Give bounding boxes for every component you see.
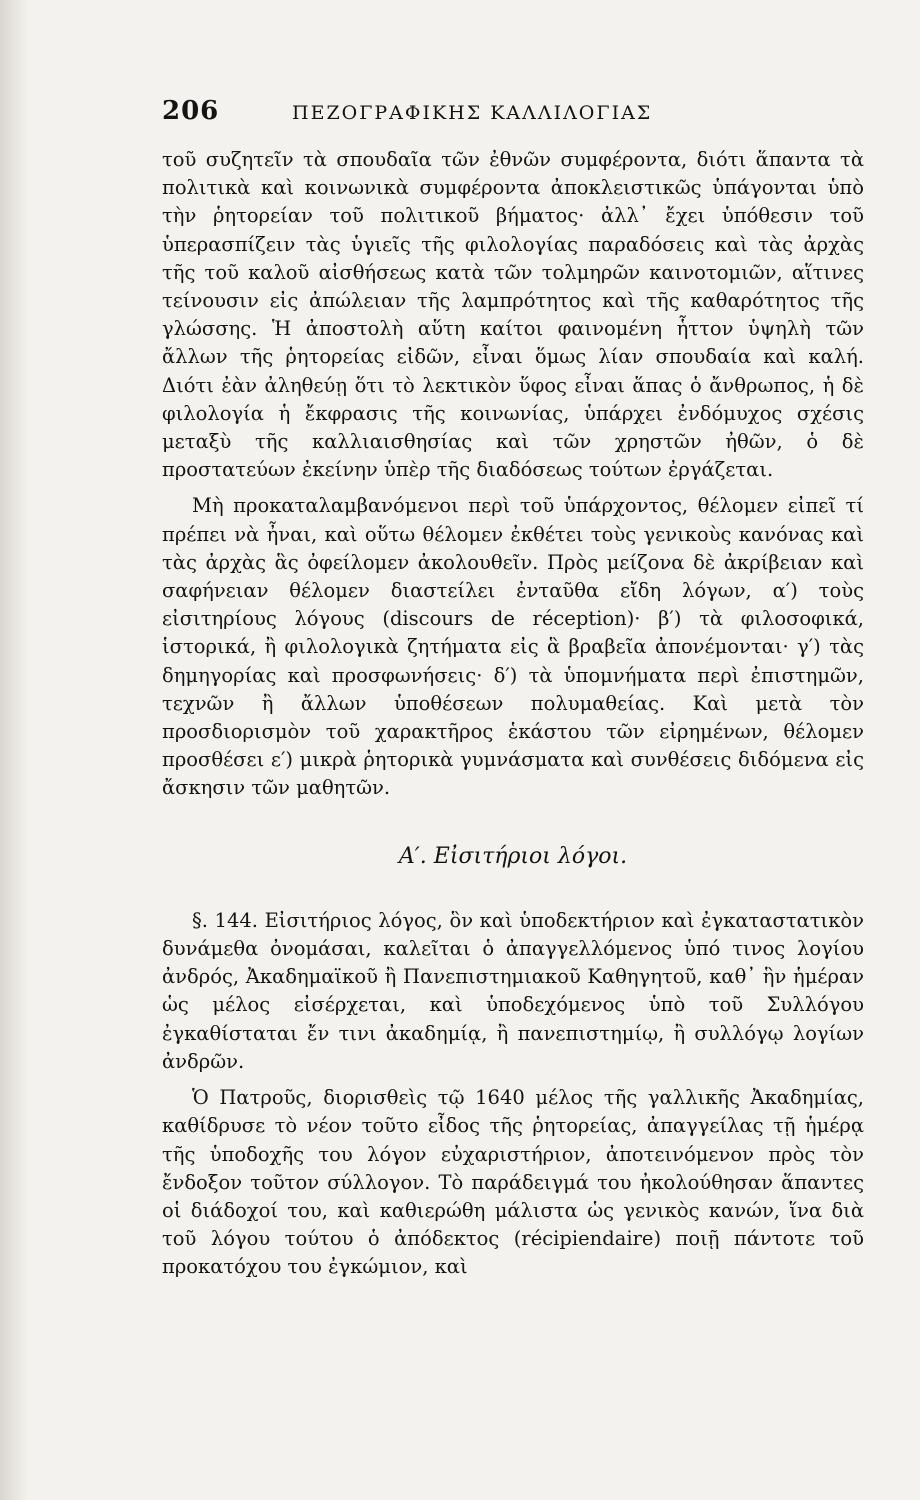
paragraph-4: Ὁ Πατροῦς, διορισθεὶς τῷ 1640 μέλος τῆς γαλλικῆς Ἀκαδημίας, καθίδρυσε τὸ νέον τοῦτο εἶδος τῆς ῥητορείας, ἀπαγγείλας τῇ ἡμέρᾳ τῆς ὑποδοχῆς του λόγον εὐχαριστήριον, ἀποτεινόμενον πρὸς τὸν ἔνδοξον τοῦτον σύλλογον. Τὸ παράδειγμά του ἠκολούθησαν ἅπαντες οἱ διάδοχοί του, καὶ καθιερώθη μάλιστα ὡς γενικὸς κανών, ἵνα διὰ τοῦ λόγου τούτου ὁ ἀπόδεκτος (récipiendaire) ποιῇ πάντοτε τοῦ προκατόχου του ἐγκώμιον, καὶ	[162, 1086, 864, 1279]
gutter-shadow	[0, 0, 28, 1500]
running-head	[162, 96, 864, 126]
section-heading: Α′. Εἰσιτήριοι λόγοι.	[398, 843, 628, 869]
body-text	[162, 146, 864, 1282]
paragraph-3: §. 144. Εἰσιτήριος λόγος, ὃν καὶ ὑποδεκτήριον καὶ ἐγκαταστατικὸν δυνάμεθα ὀνομάσαι, καλεῖται ὁ ἀπαγγελλόμενος ὑπό τινος λογίου ἀνδρός, Ἀκαδημαϊκοῦ ἢ Πανεπιστημιακοῦ Καθηγητοῦ, καθ᾽ ἣν ἡμέραν ὡς μέλος εἰσέρχεται, καὶ ὑποδεχόμενος ὑπὸ τοῦ Συλλόγου ἐγκαθίσταται ἔν τινι ἀκαδημίᾳ, ἢ πανεπιστημίῳ, ἢ συλλόγῳ λογίων ἀνδρῶν.	[162, 908, 864, 1073]
paragraph-1: τοῦ συζητεῖν τὰ σπουδαῖα τῶν ἐθνῶν συμφέροντα, διότι ἅπαντα τὰ πολιτικὰ καὶ κοινωνικὰ συμφέροντα ἀποκλειστικῶς ὑπάγονται ὑπὸ τὴν ῥητορείαν τοῦ πολιτικοῦ βήματος· ἀλλ᾽ ἔχει ὑπόθεσιν τοῦ ὑπερασπίζειν τὰς ὑγιεῖς τῆς φιλολογίας παραδόσεις καὶ τὰς ἀρχὰς τῆς τοῦ καλοῦ αἰσθήσεως κατὰ τῶν τολμηρῶν καινοτομιῶν, αἵτινες τείνουσιν εἰς ἀπώλειαν τῆς λαμπρότητος καὶ τῆς καθαρότητος τῆς γλώσσης. Ἡ ἀποστολὴ αὕτη καίτοι φαινομένη ἧττον ὑψηλὴ τῶν ἄλλων τῆς ῥητορείας εἰδῶν, εἶναι ὅμως λίαν σπουδαία καὶ καλή. Διότι ἐὰν ἀληθεύῃ ὅτι τὸ λεκτικὸν ὕφος εἶναι ἅπας ὁ ἄνθρωπος, ἡ δὲ φιλολογία ἡ ἔκφρασις τῆς κοινωνίας, ὑπάρχει ἐνδόμυχος σχέσις μεταξὺ τῆς καλλιαισθησίας καὶ τῶν χρηστῶν ἠθῶν, ὁ δὲ προστατεύων ἐκείνην ὑπὲρ τῆς διαδόσεως τούτων ἐργάζεται.	[162, 148, 864, 482]
running-title: ΠΕΖΟΓΡΑΦΙΚΗΣ ΚΑΛΛΙΛΟΓΙΑΣ	[292, 102, 653, 124]
page-number: 206	[162, 96, 220, 126]
paragraph-2: Μὴ προκαταλαμβανόμενοι περὶ τοῦ ὑπάρχοντος, θέλομεν εἰπεῖ τί πρέπει νὰ ἦναι, καὶ οὕτω θέλομεν ἐκθέτει τοὺς γενικοὺς κανόνας καὶ τὰς ἀρχὰς ἃς ὀφείλομεν ἀκολουθεῖν. Πρὸς μείζονα δὲ ἀκρίβειαν καὶ σαφήνειαν θέλομεν διαστείλει ἐνταῦθα εἴδη λόγων, α′) τοὺς εἰσιτηρίους λόγους (discours de réception)· β′) τὰ φιλοσοφικά, ἱστορικά, ἢ φιλολογικὰ ζητήματα εἰς ἃ βραβεῖα ἀπονέμονται· γ′) τὰς δημηγορίας καὶ προσφωνήσεις· δ′) τὰ ὑπομνήματα περὶ ἐπιστημῶν, τεχνῶν ἢ ἄλλων ὑποθέσεων πολυμαθείας. Καὶ μετὰ τὸν προσδιορισμὸν τοῦ χαρακτῆρος ἑκάστου τῶν εἰρημένων, θέλομεν προσθέσει ε′) μικρὰ ῥητορικὰ γυμνάσματα καὶ συνθέσεις διδόμενα εἰς ἄσκησιν τῶν μαθητῶν.	[162, 494, 864, 800]
